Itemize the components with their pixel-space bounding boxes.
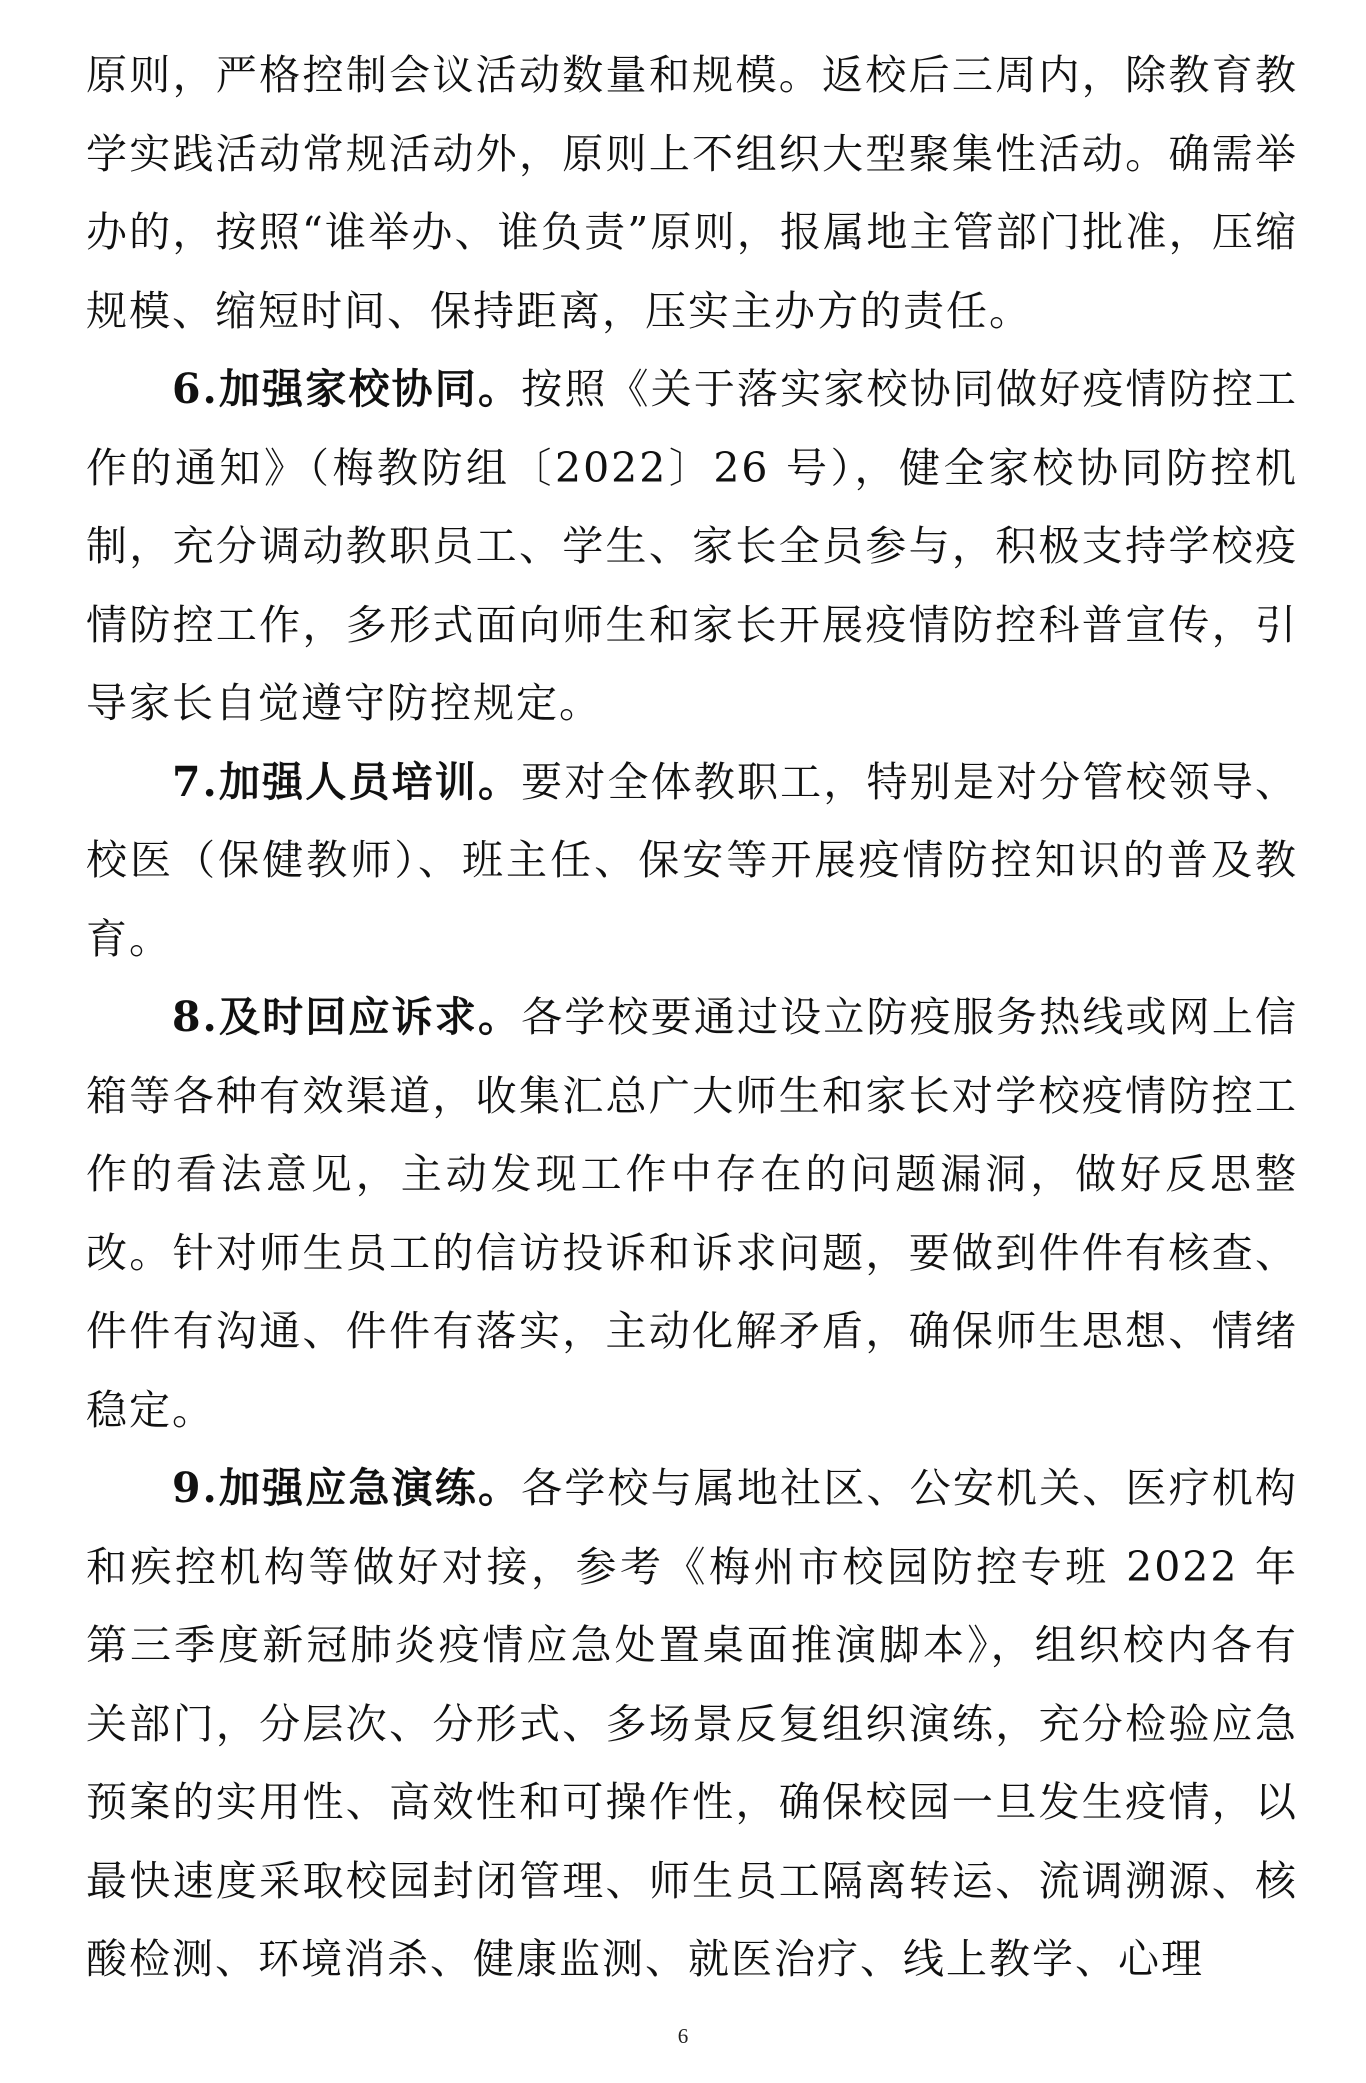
paragraph-heading: 9.加强应急演练。 (172, 1464, 522, 1512)
paragraph-text: 原则，严格控制会议活动数量和规模。返校后三周内，除教育教学实践活动常规活动外，原则上不组织大型聚集性活动。确需举办的，按照“谁举办、谁负责”原则，报属地主管部门批准，压缩规模、缩短时间、保持距离，压实主办方的责任。 (86, 51, 1298, 335)
paragraph-9 (86, 1449, 1298, 1999)
paragraph-text: 要对全体教职工，特别是对分管校领导、校医（保健教师）、班主任、保安等开展疫情防控知识的普及教育。 (86, 757, 1299, 963)
page-number: 6 (677, 2024, 689, 2048)
paragraph-continuation (86, 36, 1298, 350)
paragraph-6 (86, 350, 1298, 743)
paragraph-text: 各学校与属地社区、公安机关、医疗机构和疾控机构等做好对接，参考《梅州市校园防控专班 2022 年第三季度新冠肺炎疫情应急处置桌面推演脚本》，组织校内各有关部门，分层次、分形式、多场景反复组织演练，充分检验应急预案的实用性、高效性和可操作性，确保校园一旦发生疫情，以最快速度采取校园封闭管理、师生员工隔离转运、流调溯源、核酸检测、环境消杀、健康监测、就医治疗、线上教学、心理 (86, 1464, 1299, 1983)
paragraph-text: 各学校要通过设立防疫服务热线或网上信箱等各种有效渠道，收集汇总广大师生和家长对学校疫情防控工作的看法意见，主动发现工作中存在的问题漏洞，做好反思整改。针对师生员工的信访投诉和诉求问题，要做到件件有核查、件件有沟通、件件有落实，主动化解矛盾，确保师生思想、情绪稳定。 (86, 993, 1299, 1434)
paragraph-heading: 8.及时回应诉求。 (172, 993, 522, 1041)
paragraph-7 (86, 743, 1298, 979)
paragraph-heading: 7.加强人员培训。 (172, 757, 522, 806)
paragraph-8 (86, 978, 1298, 1449)
document-body (86, 36, 1298, 1999)
paragraph-heading: 6.加强家校协同。 (172, 365, 522, 413)
paragraph-text: 按照《关于落实家校协同做好疫情防控工作的通知》（梅教防组〔2022〕26 号），健全家校协同防控机制，充分调动教职员工、学生、家长全员参与，积极支持学校疫情防控工作，多形式面向师生和家长开展疫情防控科普宣传，引导家长自觉遵守防控规定。 (86, 365, 1299, 727)
